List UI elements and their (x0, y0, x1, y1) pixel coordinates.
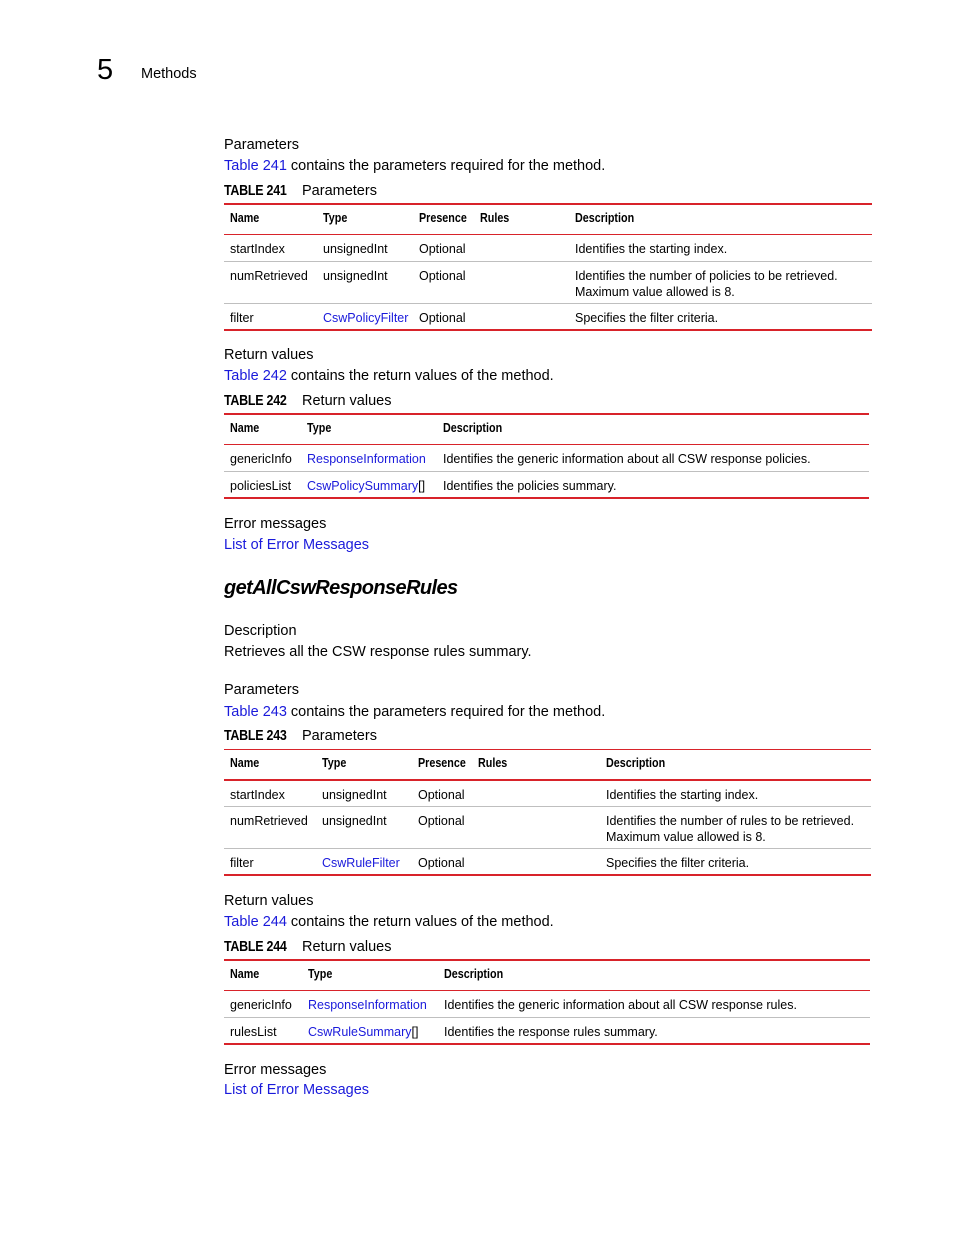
column-header-rules: Rules (478, 756, 508, 770)
error-messages-heading: Error messages (224, 1062, 327, 1078)
return-values-heading: Return values (224, 347, 314, 363)
table-row (224, 445, 869, 471)
cell-description: Identifies the number of policies to be retrieved. Maximum value allowed is 8. (575, 269, 838, 299)
table-header-row (224, 415, 869, 445)
cell-presence: Optional (419, 269, 466, 283)
cell-name: numRetrieved (230, 269, 308, 283)
cell-description: Specifies the filter criteria. (606, 856, 750, 870)
return-values-intro-text: contains the return values of the method. (286, 368, 554, 384)
type-link[interactable]: CswRuleSummary (308, 1025, 412, 1039)
table-row (224, 303, 872, 329)
cell-description: Identifies the starting index. (606, 788, 759, 802)
column-header-name: Name (230, 211, 260, 225)
cell-description: Identifies the generic information about all CSW response rules. (444, 998, 797, 1012)
column-header-name: Name (230, 756, 260, 770)
table-242 (224, 413, 869, 499)
cell-name: startIndex (230, 788, 285, 802)
cell-name: numRetrieved (230, 814, 308, 828)
table-row (224, 1017, 870, 1043)
cell-description: Identifies the generic information about all CSW response policies. (443, 452, 811, 466)
table-244-link[interactable]: Table 244 (224, 914, 287, 930)
column-header-presence: Presence (418, 756, 466, 770)
table-row (224, 781, 871, 806)
table-242-label: TABLE 242 (224, 393, 287, 409)
method-title: getAllCswResponseRules (224, 577, 458, 599)
table-row (224, 235, 872, 261)
column-header-description: Description (443, 421, 503, 435)
parameters-intro-text: contains the parameters required for the method. (286, 158, 606, 174)
cell-presence: Optional (418, 856, 465, 870)
cell-name: rulesList (230, 1025, 277, 1039)
column-header-description: Description (606, 756, 666, 770)
cell-name: genericInfo (230, 998, 292, 1012)
table-241-caption (224, 182, 377, 200)
table-243-caption (224, 727, 377, 745)
column-header-name: Name (230, 967, 260, 981)
table-244 (224, 959, 870, 1045)
table-243-link[interactable]: Table 243 (224, 704, 287, 720)
table-241-title: Parameters (302, 183, 377, 199)
chapter-title: Methods (141, 66, 197, 82)
column-header-presence: Presence (419, 211, 467, 225)
cell-description: Specifies the filter criteria. (575, 311, 719, 325)
table-241 (224, 203, 872, 331)
table-row (224, 261, 872, 303)
cell-description: Identifies the starting index. (575, 242, 728, 256)
table-243 (224, 749, 871, 876)
table-244-label: TABLE 244 (224, 939, 287, 955)
parameters-intro (224, 703, 605, 721)
column-header-description: Description (444, 967, 504, 981)
cell-description: Identifies the number of rules to be retrieved. Maximum value allowed is 8. (606, 814, 855, 844)
column-header-description: Description (575, 211, 635, 225)
column-header-type: Type (308, 967, 333, 981)
table-243-label: TABLE 243 (224, 728, 287, 744)
table-241-link[interactable]: Table 241 (224, 158, 287, 174)
cell-presence: Optional (419, 311, 466, 325)
return-values-heading: Return values (224, 893, 314, 909)
parameters-intro-text: contains the parameters required for the method. (286, 704, 606, 720)
return-values-intro (224, 913, 554, 931)
cell-description: Identifies the policies summary. (443, 479, 617, 493)
table-header-row (224, 750, 871, 781)
cell-type-link[interactable]: CswPolicyFilter (323, 311, 409, 325)
column-header-name: Name (230, 421, 260, 435)
cell-type (308, 991, 427, 1013)
cell-presence: Optional (419, 242, 466, 256)
table-243-title: Parameters (302, 728, 377, 744)
type-link[interactable]: CswPolicySummary (307, 479, 419, 493)
column-header-type: Type (323, 211, 348, 225)
return-values-intro-text: contains the return values of the method. (286, 914, 554, 930)
cell-presence: Optional (418, 788, 465, 802)
error-messages-link[interactable]: List of Error Messages (224, 1082, 370, 1098)
parameters-intro (224, 157, 605, 175)
table-row (224, 806, 871, 848)
cell-name: filter (230, 856, 254, 870)
cell-name: filter (230, 311, 254, 325)
description-text: Retrieves all the CSW response rules summary. (224, 644, 532, 660)
parameters-heading: Parameters (224, 682, 299, 698)
column-header-rules: Rules (480, 211, 510, 225)
table-242-link[interactable]: Table 242 (224, 368, 287, 384)
table-244-title: Return values (302, 939, 392, 955)
table-header-row (224, 205, 872, 235)
cell-type (308, 1018, 418, 1040)
table-242-title: Return values (302, 393, 392, 409)
chapter-number: 5 (97, 54, 114, 86)
cell-type-link[interactable]: CswRuleFilter (322, 856, 400, 870)
cell-name: genericInfo (230, 452, 292, 466)
error-messages-link[interactable]: List of Error Messages (224, 537, 370, 553)
cell-name: startIndex (230, 242, 285, 256)
type-link[interactable]: ResponseInformation (307, 452, 426, 466)
type-suffix: [] (418, 479, 426, 493)
return-values-intro (224, 367, 554, 385)
type-link[interactable]: ResponseInformation (308, 998, 427, 1012)
cell-type (307, 445, 426, 467)
table-row (224, 991, 870, 1017)
table-242-caption (224, 392, 391, 410)
cell-type: unsignedInt (322, 814, 387, 828)
table-241-label: TABLE 241 (224, 183, 287, 199)
column-header-type: Type (307, 421, 332, 435)
type-suffix: [] (411, 1025, 419, 1039)
cell-presence: Optional (418, 814, 465, 828)
parameters-heading: Parameters (224, 137, 299, 153)
cell-name: policiesList (230, 479, 292, 493)
table-row (224, 848, 871, 874)
table-header-row (224, 961, 870, 991)
description-heading: Description (224, 623, 297, 639)
cell-type: unsignedInt (323, 269, 388, 283)
cell-type: unsignedInt (322, 788, 387, 802)
cell-type (307, 472, 425, 494)
cell-description: Identifies the response rules summary. (444, 1025, 658, 1039)
column-header-type: Type (322, 756, 347, 770)
table-row (224, 471, 869, 497)
error-messages-heading: Error messages (224, 516, 327, 532)
table-244-caption (224, 938, 391, 956)
cell-type: unsignedInt (323, 242, 388, 256)
